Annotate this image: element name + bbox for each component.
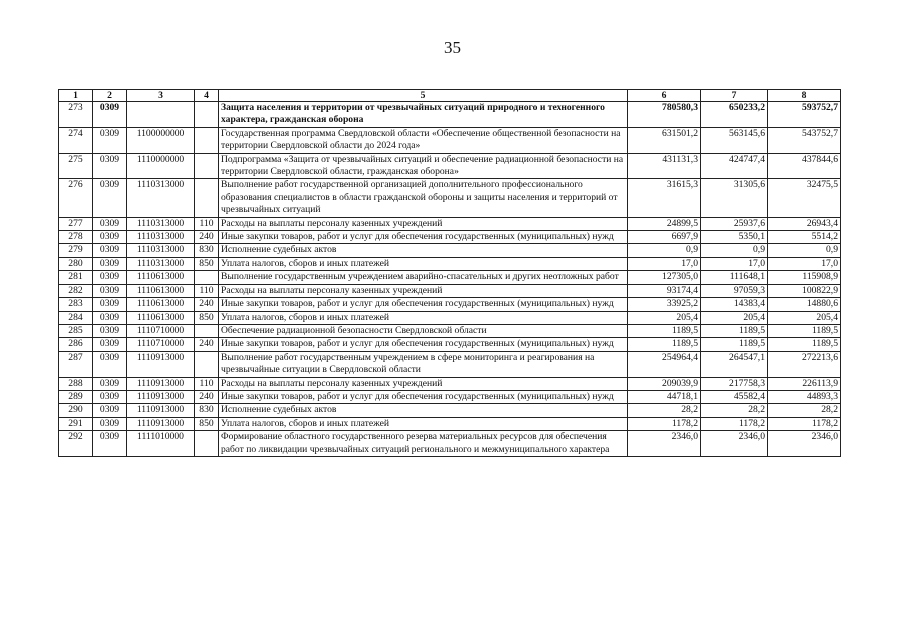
- item-name-cell: Иные закупки товаров, работ и услуг для обеспечения государственных (муниципальных) нужд: [219, 231, 628, 244]
- table-row: [59, 244, 841, 257]
- amount-col6-cell: 1189,5: [628, 338, 701, 351]
- expense-type-cell: [195, 179, 219, 217]
- section-code-cell: 0309: [93, 179, 127, 217]
- row-number-cell: 286: [59, 338, 93, 351]
- item-name-cell: Исполнение судебных актов: [219, 404, 628, 417]
- amount-col8-cell: 115908,9: [768, 271, 841, 284]
- target-article-cell: 1110000000: [127, 153, 195, 179]
- column-header: 6: [628, 90, 701, 102]
- page-number: 35: [444, 38, 461, 57]
- amount-col6-cell: 431131,3: [628, 153, 701, 179]
- section-code-cell: 0309: [93, 298, 127, 311]
- section-code-cell: 0309: [93, 127, 127, 153]
- table-row: [59, 298, 841, 311]
- table-row: [59, 257, 841, 270]
- section-code-cell: 0309: [93, 431, 127, 457]
- section-code-cell: 0309: [93, 153, 127, 179]
- amount-col8-cell: 14880,6: [768, 298, 841, 311]
- amount-col6-cell: 780580,3: [628, 102, 701, 128]
- budget-table: [58, 89, 841, 457]
- section-code-cell: 0309: [93, 351, 127, 377]
- item-name-cell: Государственная программа Свердловской области «Обеспечение общественной безопасности на территории Свердловской области до 2024 года»: [219, 127, 628, 153]
- table-row: [59, 231, 841, 244]
- amount-col7-cell: 111648,1: [701, 271, 768, 284]
- amount-col6-cell: 28,2: [628, 404, 701, 417]
- amount-col6-cell: 33925,2: [628, 298, 701, 311]
- expense-type-cell: 240: [195, 338, 219, 351]
- target-article-cell: 1110613000: [127, 311, 195, 324]
- item-name-cell: Уплата налогов, сборов и иных платежей: [219, 257, 628, 270]
- amount-col6-cell: 24899,5: [628, 217, 701, 230]
- section-code-cell: 0309: [93, 102, 127, 128]
- amount-col8-cell: 17,0: [768, 257, 841, 270]
- amount-col7-cell: 17,0: [701, 257, 768, 270]
- table-row: [59, 127, 841, 153]
- target-article-cell: 1110313000: [127, 217, 195, 230]
- item-name-cell: Выполнение работ государственной организацией дополнительного профессионального образования специалистов в области гражданской обороны и защиты населения и территорий от чрезвычайных ситуаций: [219, 179, 628, 217]
- item-name-cell: Расходы на выплаты персоналу казенных учреждений: [219, 377, 628, 390]
- item-name-cell: Защита населения и территории от чрезвычайных ситуаций природного и техногенного характера, гражданская оборона: [219, 102, 628, 128]
- amount-col6-cell: 2346,0: [628, 431, 701, 457]
- column-header: 3: [127, 90, 195, 102]
- table-row: [59, 417, 841, 430]
- item-name-cell: Подпрограмма «Защита от чрезвычайных ситуаций и обеспечение радиационной безопасности на территории Свердловской области, гражданская оборона»: [219, 153, 628, 179]
- item-name-cell: Иные закупки товаров, работ и услуг для обеспечения государственных (муниципальных) нужд: [219, 390, 628, 403]
- section-code-cell: 0309: [93, 390, 127, 403]
- amount-col7-cell: 45582,4: [701, 390, 768, 403]
- target-article-cell: 1110913000: [127, 377, 195, 390]
- item-name-cell: Уплата налогов, сборов и иных платежей: [219, 311, 628, 324]
- row-number-cell: 278: [59, 231, 93, 244]
- amount-col7-cell: 2346,0: [701, 431, 768, 457]
- section-code-cell: 0309: [93, 271, 127, 284]
- amount-col8-cell: 28,2: [768, 404, 841, 417]
- column-header: 7: [701, 90, 768, 102]
- target-article-cell: 1110913000: [127, 404, 195, 417]
- target-article-cell: 1110710000: [127, 324, 195, 337]
- target-article-cell: 1111010000: [127, 431, 195, 457]
- amount-col6-cell: 6697,9: [628, 231, 701, 244]
- amount-col8-cell: 26943,4: [768, 217, 841, 230]
- column-header: 8: [768, 90, 841, 102]
- expense-type-cell: [195, 351, 219, 377]
- amount-col7-cell: 205,4: [701, 311, 768, 324]
- table-body: [59, 102, 841, 457]
- amount-col8-cell: 0,9: [768, 244, 841, 257]
- item-name-cell: Расходы на выплаты персоналу казенных учреждений: [219, 217, 628, 230]
- target-article-cell: 1110313000: [127, 244, 195, 257]
- expense-type-cell: 830: [195, 244, 219, 257]
- amount-col8-cell: 1189,5: [768, 338, 841, 351]
- item-name-cell: Формирование областного государственного резерва материальных ресурсов для обеспечения работ по ликвидации чрезвычайных ситуаций регионального и межмуниципального характера: [219, 431, 628, 457]
- amount-col7-cell: 25937,6: [701, 217, 768, 230]
- table-row: [59, 377, 841, 390]
- row-number-cell: 273: [59, 102, 93, 128]
- row-number-cell: 282: [59, 284, 93, 297]
- amount-col7-cell: 650233,2: [701, 102, 768, 128]
- row-number-cell: 289: [59, 390, 93, 403]
- amount-col7-cell: 14383,4: [701, 298, 768, 311]
- table-row: [59, 431, 841, 457]
- amount-col8-cell: 1178,2: [768, 417, 841, 430]
- target-article-cell: 1110913000: [127, 417, 195, 430]
- amount-col8-cell: 593752,7: [768, 102, 841, 128]
- expense-type-cell: [195, 153, 219, 179]
- target-article-cell: [127, 102, 195, 128]
- target-article-cell: 1110613000: [127, 284, 195, 297]
- amount-col6-cell: 631501,2: [628, 127, 701, 153]
- section-code-cell: 0309: [93, 338, 127, 351]
- expense-type-cell: 850: [195, 417, 219, 430]
- target-article-cell: 1110710000: [127, 338, 195, 351]
- target-article-cell: 1110313000: [127, 257, 195, 270]
- expense-type-cell: [195, 431, 219, 457]
- section-code-cell: 0309: [93, 404, 127, 417]
- column-header: 4: [195, 90, 219, 102]
- amount-col6-cell: 31615,3: [628, 179, 701, 217]
- amount-col6-cell: 17,0: [628, 257, 701, 270]
- column-header: 5: [219, 90, 628, 102]
- row-number-cell: 277: [59, 217, 93, 230]
- amount-col7-cell: 1189,5: [701, 324, 768, 337]
- amount-col8-cell: 44893,3: [768, 390, 841, 403]
- amount-col7-cell: 1189,5: [701, 338, 768, 351]
- target-article-cell: 1110913000: [127, 390, 195, 403]
- section-code-cell: 0309: [93, 217, 127, 230]
- row-number-cell: 292: [59, 431, 93, 457]
- item-name-cell: Выполнение государственным учреждением аварийно-спасательных и других неотложных работ: [219, 271, 628, 284]
- section-code-cell: 0309: [93, 377, 127, 390]
- amount-col7-cell: 217758,3: [701, 377, 768, 390]
- expense-type-cell: 110: [195, 217, 219, 230]
- column-header: 2: [93, 90, 127, 102]
- table-header-row: [59, 90, 841, 102]
- amount-col7-cell: 97059,3: [701, 284, 768, 297]
- table-row: [59, 351, 841, 377]
- amount-col8-cell: 100822,9: [768, 284, 841, 297]
- amount-col7-cell: 31305,6: [701, 179, 768, 217]
- expense-type-cell: [195, 271, 219, 284]
- row-number-cell: 288: [59, 377, 93, 390]
- row-number-cell: 280: [59, 257, 93, 270]
- row-number-cell: 284: [59, 311, 93, 324]
- table-row: [59, 311, 841, 324]
- row-number-cell: 287: [59, 351, 93, 377]
- row-number-cell: 285: [59, 324, 93, 337]
- amount-col8-cell: 543752,7: [768, 127, 841, 153]
- expense-type-cell: 110: [195, 284, 219, 297]
- table-row: [59, 217, 841, 230]
- row-number-cell: 290: [59, 404, 93, 417]
- amount-col8-cell: 2346,0: [768, 431, 841, 457]
- expense-type-cell: 240: [195, 298, 219, 311]
- table-row: [59, 271, 841, 284]
- row-number-cell: 275: [59, 153, 93, 179]
- section-code-cell: 0309: [93, 417, 127, 430]
- item-name-cell: Выполнение работ государственным учреждением в сфере мониторинга и реагирования на чрезвычайные ситуации в Свердловской области: [219, 351, 628, 377]
- item-name-cell: Обеспечение радиационной безопасности Свердловской области: [219, 324, 628, 337]
- section-code-cell: 0309: [93, 231, 127, 244]
- item-name-cell: Уплата налогов, сборов и иных платежей: [219, 417, 628, 430]
- amount-col8-cell: 5514,2: [768, 231, 841, 244]
- item-name-cell: Иные закупки товаров, работ и услуг для обеспечения государственных (муниципальных) нужд: [219, 298, 628, 311]
- target-article-cell: 1110613000: [127, 298, 195, 311]
- amount-col6-cell: 205,4: [628, 311, 701, 324]
- target-article-cell: 1110613000: [127, 271, 195, 284]
- table-row: [59, 102, 841, 128]
- target-article-cell: 1110313000: [127, 231, 195, 244]
- item-name-cell: Иные закупки товаров, работ и услуг для обеспечения государственных (муниципальных) нужд: [219, 338, 628, 351]
- expense-type-cell: 830: [195, 404, 219, 417]
- section-code-cell: 0309: [93, 244, 127, 257]
- amount-col6-cell: 209039,9: [628, 377, 701, 390]
- expense-type-cell: 240: [195, 231, 219, 244]
- table-row: [59, 284, 841, 297]
- section-code-cell: 0309: [93, 284, 127, 297]
- item-name-cell: Расходы на выплаты персоналу казенных учреждений: [219, 284, 628, 297]
- row-number-cell: 276: [59, 179, 93, 217]
- expense-type-cell: [195, 324, 219, 337]
- target-article-cell: 1100000000: [127, 127, 195, 153]
- column-header: 1: [59, 90, 93, 102]
- expense-type-cell: 850: [195, 257, 219, 270]
- section-code-cell: 0309: [93, 324, 127, 337]
- amount-col6-cell: 127305,0: [628, 271, 701, 284]
- table-row: [59, 153, 841, 179]
- row-number-cell: 291: [59, 417, 93, 430]
- table-row: [59, 338, 841, 351]
- table-row: [59, 404, 841, 417]
- row-number-cell: 274: [59, 127, 93, 153]
- amount-col6-cell: 44718,1: [628, 390, 701, 403]
- amount-col6-cell: 1189,5: [628, 324, 701, 337]
- amount-col7-cell: 1178,2: [701, 417, 768, 430]
- table-row: [59, 179, 841, 217]
- amount-col7-cell: 28,2: [701, 404, 768, 417]
- table-row: [59, 324, 841, 337]
- row-number-cell: 279: [59, 244, 93, 257]
- expense-type-cell: 110: [195, 377, 219, 390]
- item-name-cell: Исполнение судебных актов: [219, 244, 628, 257]
- amount-col6-cell: 93174,4: [628, 284, 701, 297]
- amount-col8-cell: 205,4: [768, 311, 841, 324]
- target-article-cell: 1110313000: [127, 179, 195, 217]
- row-number-cell: 281: [59, 271, 93, 284]
- amount-col8-cell: 1189,5: [768, 324, 841, 337]
- amount-col8-cell: 226113,9: [768, 377, 841, 390]
- row-number-cell: 283: [59, 298, 93, 311]
- expense-type-cell: 240: [195, 390, 219, 403]
- amount-col6-cell: 254964,4: [628, 351, 701, 377]
- amount-col6-cell: 1178,2: [628, 417, 701, 430]
- section-code-cell: 0309: [93, 311, 127, 324]
- section-code-cell: 0309: [93, 257, 127, 270]
- amount-col8-cell: 272213,6: [768, 351, 841, 377]
- amount-col7-cell: 424747,4: [701, 153, 768, 179]
- target-article-cell: 1110913000: [127, 351, 195, 377]
- amount-col7-cell: 563145,6: [701, 127, 768, 153]
- expense-type-cell: 850: [195, 311, 219, 324]
- amount-col8-cell: 32475,5: [768, 179, 841, 217]
- amount-col6-cell: 0,9: [628, 244, 701, 257]
- amount-col7-cell: 0,9: [701, 244, 768, 257]
- expense-type-cell: [195, 102, 219, 128]
- amount-col7-cell: 264547,1: [701, 351, 768, 377]
- amount-col8-cell: 437844,6: [768, 153, 841, 179]
- table-row: [59, 390, 841, 403]
- amount-col7-cell: 5350,1: [701, 231, 768, 244]
- expense-type-cell: [195, 127, 219, 153]
